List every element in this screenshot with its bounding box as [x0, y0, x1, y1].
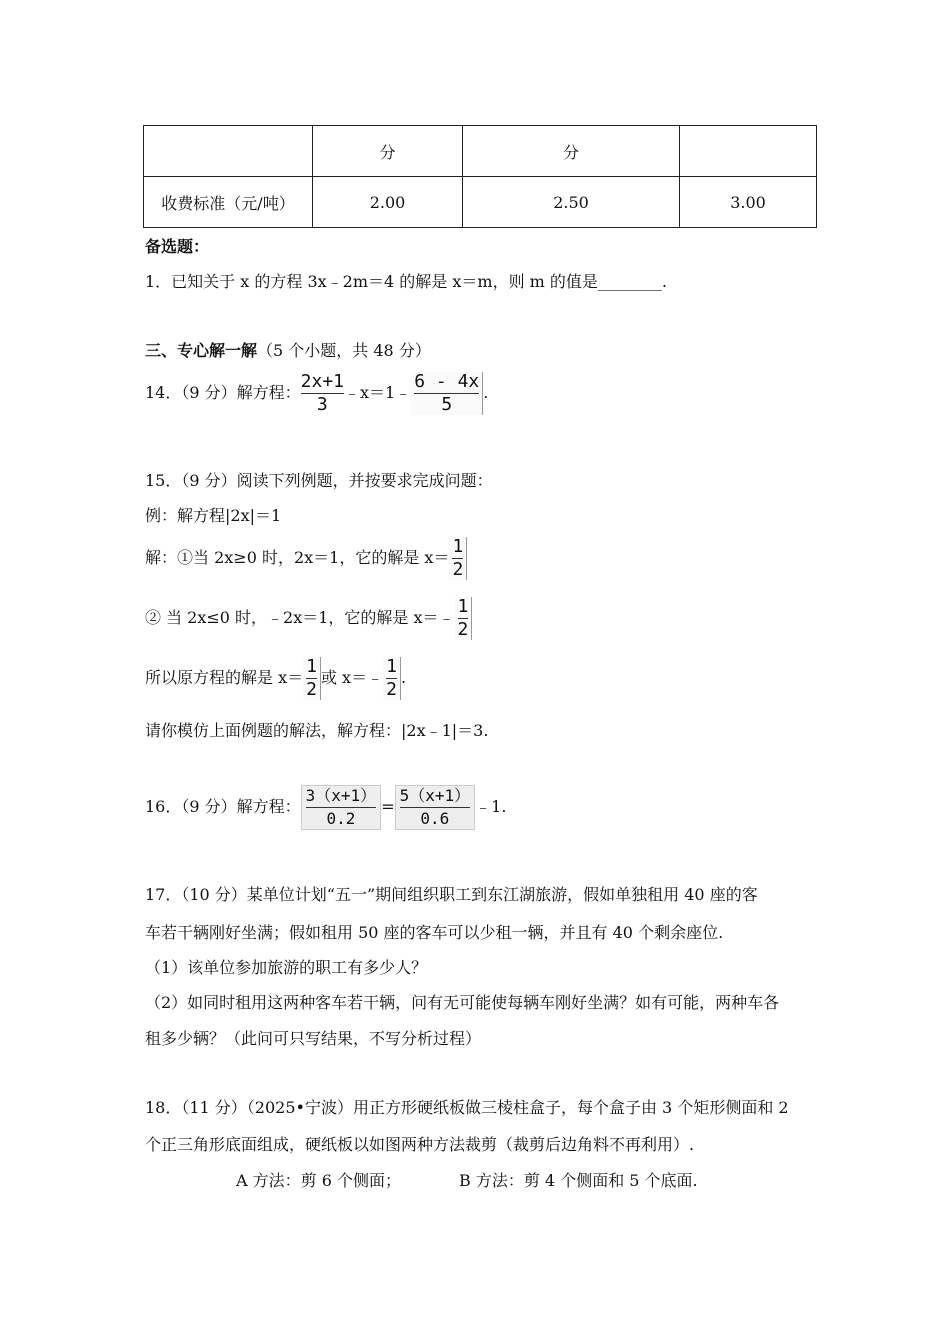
denominator: 5	[441, 394, 453, 415]
fraction-half	[303, 657, 321, 700]
q15-line-5	[145, 656, 406, 700]
q17-line-4: （2）如同时租用这两种客车若干辆，问有无可能使每辆车刚好坐满？如有可能，两种车各	[145, 993, 780, 1012]
q15-line-5-text-a: 所以原方程的解是 x＝	[145, 668, 304, 687]
question-1: 1．已知关于 x 的方程 3x﹣2m＝4 的解是 x＝m，则 m 的值是________.	[145, 272, 667, 291]
table-cell: 分	[463, 126, 680, 177]
numerator: 1	[457, 596, 469, 617]
numerator: 5（x+1）	[399, 786, 471, 805]
q15-line-5-text-b: 或 x＝﹣	[320, 668, 384, 687]
numerator: 1	[306, 656, 317, 677]
denominator: 2	[386, 679, 397, 700]
denominator: 3	[316, 394, 328, 415]
fraction-half	[383, 657, 401, 700]
q16-prefix: 16．（9 分）解方程：	[145, 797, 301, 816]
fraction-half	[455, 597, 473, 640]
numerator: 2x+1	[300, 371, 344, 392]
q14-mid: ﹣x＝1﹣	[344, 383, 412, 402]
table-cell: 2.00	[313, 177, 463, 228]
q15-line-3-text: 解：①当 2x≥0 时，2x＝1，它的解是 x＝	[145, 548, 450, 567]
q16-suffix: ﹣1.	[475, 797, 507, 816]
q16-equals: =	[381, 797, 395, 816]
section-3-note: （5 个小题，共 48 分）	[257, 341, 431, 360]
fraction	[395, 785, 476, 830]
fraction-half	[449, 537, 467, 580]
q17-line-3: （1）该单位参加旅游的职工有多少人？	[145, 958, 428, 977]
q15-line-3	[145, 536, 467, 580]
q15-line-4	[145, 596, 472, 640]
backup-title: 备选题：	[145, 237, 210, 256]
table-cell: 分	[313, 126, 463, 177]
q17-line-1: 17．（10 分）某单位计划“五一”期间组织职工到东江湖旅游，假如单独租用 40 座的客	[145, 885, 758, 904]
section-3-heading	[145, 338, 431, 361]
q18-method-b: B 方法：剪 4 个侧面和 5 个底面.	[459, 1171, 698, 1190]
table-row	[144, 177, 817, 228]
q14-suffix: .	[483, 383, 489, 402]
q15-line-4-text: ② 当 2x≤0 时，﹣2x＝1，它的解是 x＝﹣	[145, 608, 455, 627]
denominator: 0.2	[326, 809, 356, 828]
numerator: 1	[386, 656, 397, 677]
question-16	[145, 784, 506, 830]
numerator: 3（x+1）	[305, 786, 377, 805]
table-cell: 收费标准（元/吨）	[144, 177, 313, 228]
q18-line-1: 18．（11 分）（2025•宁波）用正方形硬纸板做三棱柱盒子，每个盒子由 3 个矩形侧面和 2	[145, 1098, 789, 1117]
q18-method-a: A 方法：剪 6 个侧面；	[236, 1171, 401, 1190]
denominator: 2	[306, 679, 317, 700]
table-cell: 2.50	[463, 177, 680, 228]
table-row	[144, 126, 817, 177]
q14-prefix: 14．（9 分）解方程：	[145, 383, 301, 402]
q17-line-2: 车若干辆刚好坐满；假如租用 50 座的客车可以少租一辆，并且有 40 个剩余座位.	[145, 923, 724, 942]
question-14	[145, 370, 488, 416]
q15-line-5-text-c: .	[400, 668, 407, 687]
q15-line-1: 15．（9 分）阅读下列例题，并按要求完成问题：	[145, 471, 493, 490]
fraction	[411, 372, 483, 415]
denominator: 2	[452, 559, 464, 580]
table-cell	[680, 126, 817, 177]
numerator: 1	[452, 536, 464, 557]
table-cell: 3.00	[680, 177, 817, 228]
q17-line-5: 租多少辆？（此问可只写结果，不写分析过程）	[145, 1029, 482, 1048]
fee-table	[143, 125, 817, 228]
q18-line-2: 个正三角形底面组成，硬纸板以如图两种方法裁剪（裁剪后边角料不再利用）.	[145, 1135, 695, 1154]
numerator: 6 - 4x	[414, 371, 480, 392]
section-3-title: 三、专心解一解	[145, 341, 258, 360]
fraction	[301, 372, 344, 415]
fraction	[301, 785, 382, 830]
denominator: 0.6	[420, 809, 450, 828]
denominator: 2	[457, 619, 469, 640]
table-cell	[144, 126, 313, 177]
q15-line-2: 例：解方程|2x|＝1	[145, 506, 282, 525]
q15-line-6: 请你模仿上面例题的解法，解方程：|2x﹣1|＝3.	[145, 721, 489, 740]
